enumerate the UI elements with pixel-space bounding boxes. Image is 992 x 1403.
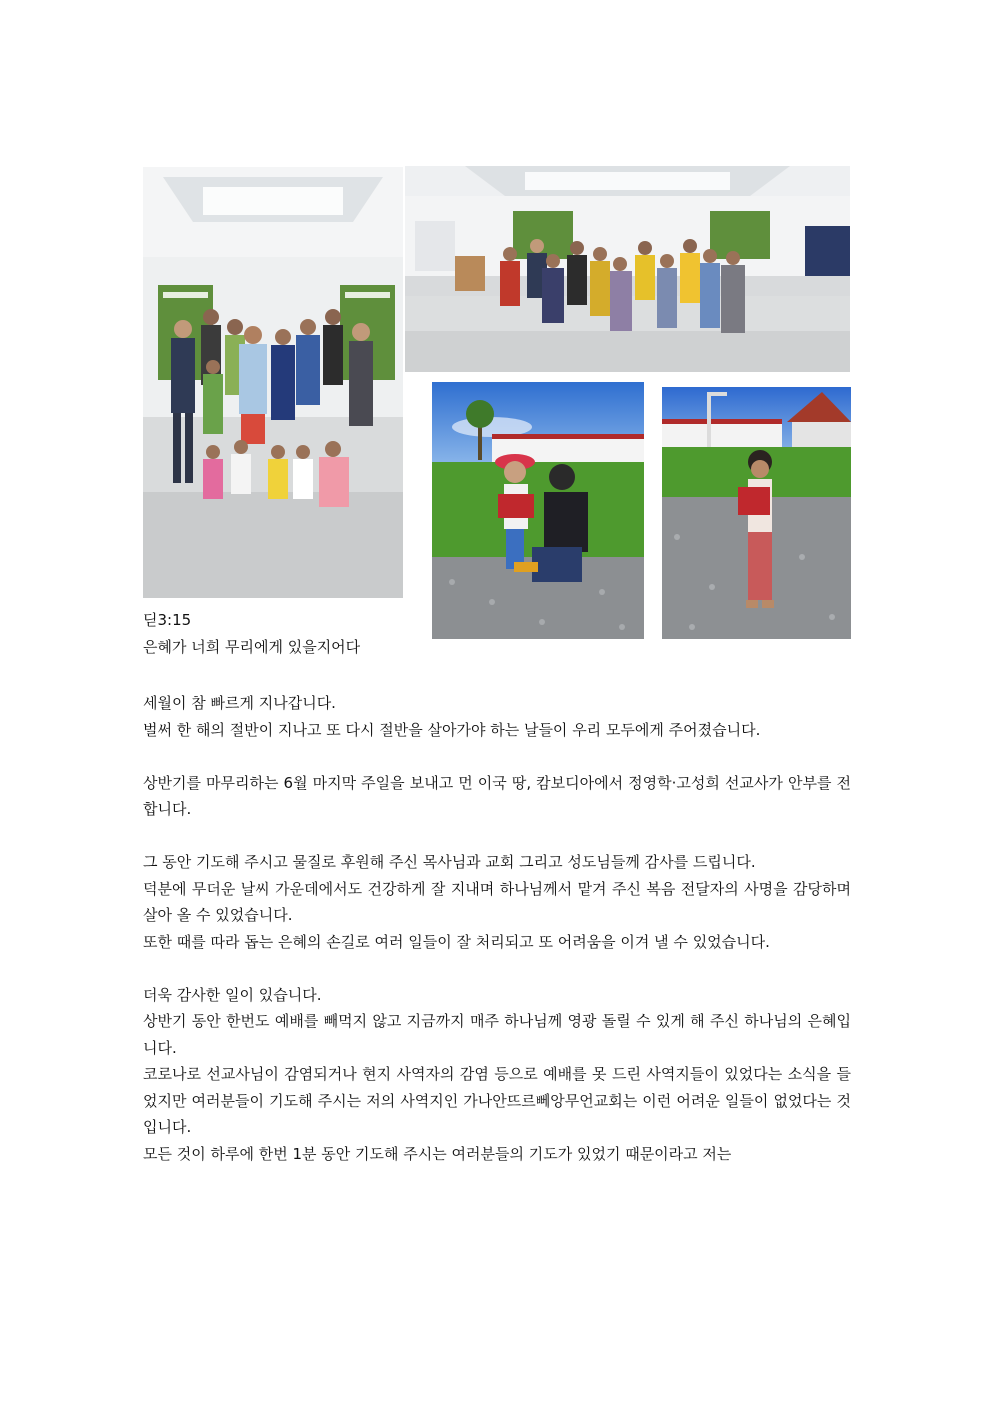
paragraph-gap — [143, 823, 851, 850]
photo-girl-on-field — [662, 387, 851, 639]
paragraph: 모든 것이 하루에 한번 1분 동안 기도해 주시는 여러분들의 기도가 있었기 때문이라고 저는 — [143, 1144, 732, 1163]
photo-children-with-gifts — [432, 382, 644, 639]
paragraph: 덕분에 무더운 날씨 가운데에서도 건강하게 잘 지내며 하나님께서 맡겨 주신 복음 전달자의 사명을 감당하며 살아 올 수 있었습니다. — [143, 879, 851, 924]
photo-church-congregation — [405, 166, 850, 372]
paragraph: 상반기를 마무리하는 6월 마지막 주일을 보내고 먼 이국 땅, 캄보디아에서 정영학·고성희 선교사가 안부를 전합니다. — [143, 773, 851, 818]
paragraph: 더욱 감사한 일이 있습니다. — [143, 985, 322, 1004]
verse-text: 은혜가 너희 무리에게 있을지어다 — [143, 638, 361, 656]
letter-body — [143, 690, 851, 1167]
paragraph-gap — [143, 743, 851, 770]
verse-reference: 딛3:15 — [143, 611, 192, 629]
paragraph: 그 동안 기도해 주시고 물질로 후원해 주신 목사님과 교회 그리고 성도님들께 감사를 드립니다. — [143, 853, 756, 871]
paragraph: 세월이 참 빠르게 지나갑니다. — [143, 694, 336, 712]
paragraph-gap — [143, 955, 851, 982]
paragraph: 벌써 한 해의 절반이 지나고 또 다시 절반을 살아가야 하는 날들이 우리 모두에게 주어졌습니다. — [143, 720, 761, 739]
paragraph: 또한 때를 따라 돕는 은혜의 손길로 여러 일들이 잘 처리되고 또 어려움을 이겨 낼 수 있었습니다. — [143, 932, 770, 951]
paragraph: 상반기 동안 한번도 예배를 빼먹지 않고 지금까지 매주 하나님께 영광 돌릴 수 있게 해 주신 하나님의 은혜입니다. — [143, 1012, 851, 1057]
photo-church-group-portrait — [143, 167, 403, 598]
paragraph: 코로나로 선교사님이 감염되거나 현지 사역자의 감염 등으로 예배를 못 드린 사역지들이 있었다는 소식을 들었지만 여러분들이 기도해 주시는 저의 사역지인 가나안뜨르뻬앙무언교회는 이런 어려운 일들이 없었다는 것입니다. — [143, 1065, 851, 1136]
